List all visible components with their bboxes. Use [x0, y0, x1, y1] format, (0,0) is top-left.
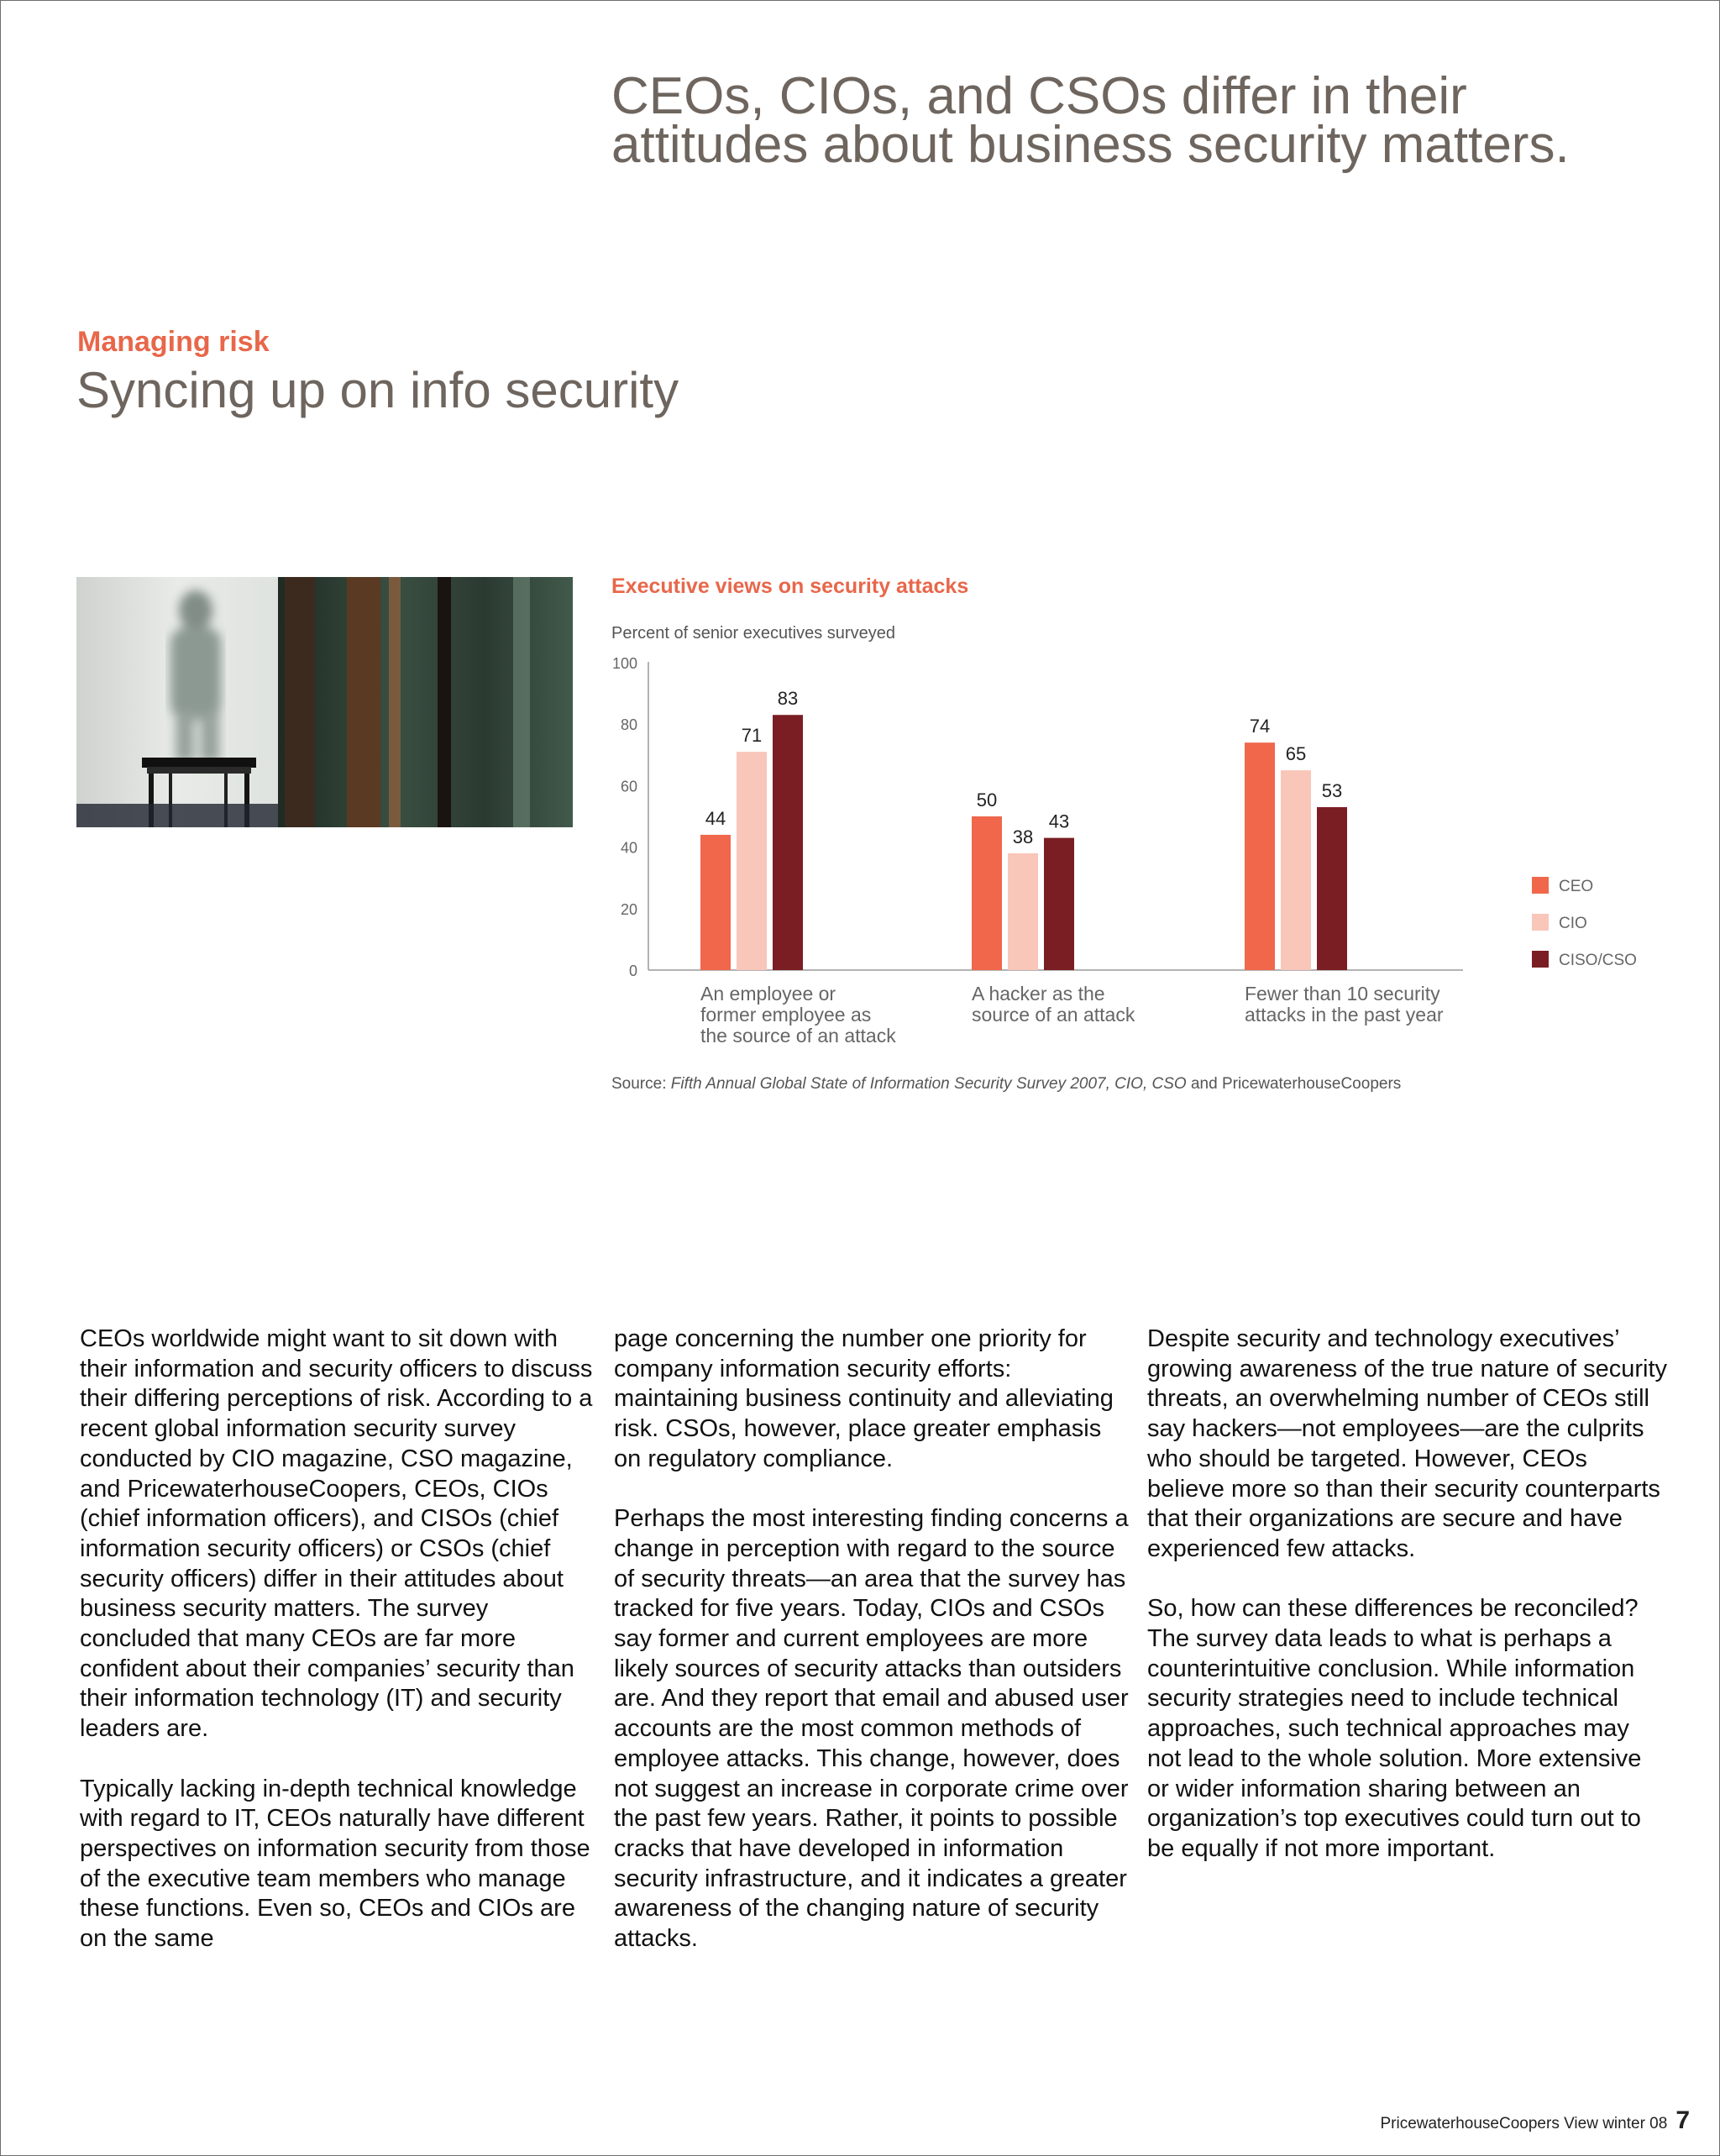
- source-suffix: and PricewaterhouseCoopers: [1186, 1075, 1402, 1093]
- article-column-3: [1147, 1325, 1668, 1894]
- data-label: 71: [741, 725, 763, 747]
- bar: [972, 816, 1002, 970]
- legend-swatch: [1532, 951, 1549, 968]
- source-title: Fifth Annual Global State of Information Security Survey 2007, CIO, CSO: [670, 1075, 1187, 1093]
- y-tick-label: 40: [620, 839, 637, 857]
- data-label: 74: [1249, 716, 1271, 737]
- bar: [773, 715, 803, 970]
- section-kicker: Managing risk: [77, 326, 270, 358]
- paragraph: Perhaps the most interesting finding concerns a change in perception with regard to the source of security threats—an area that the survey has tracked for five years. Today, CIOs and CSOs say former and current employees are more likely sources of security attacks than outsiders are. And they report that email and abused user accounts are the most common methods of employee attacks. This change, however, does not suggest an increase in corporate crime over the past few years. Rather, it points to possible cracks that have developed in information security infrastructure, and it indicates a greater awareness of the changing nature of security attacks.: [614, 1505, 1129, 1953]
- legend-swatch: [1532, 914, 1549, 931]
- page-footer: [1380, 2106, 1690, 2135]
- x-category-label: An employee or: [700, 983, 836, 1005]
- x-category-label: Fewer than 10 security: [1245, 983, 1440, 1005]
- legend-label: CEO: [1559, 878, 1594, 895]
- data-label: 53: [1321, 780, 1343, 802]
- publication-name: PricewaterhouseCoopers View winter 08: [1380, 2115, 1668, 2132]
- page-number: 7: [1675, 2106, 1690, 2134]
- y-tick-label: 100: [611, 655, 637, 672]
- bar: [1281, 770, 1311, 970]
- paragraph: Typically lacking in-depth technical knowledge with regard to IT, CEOs naturally have different perspectives on information security from those of the executive team members who manage these functions. Even so, CEOs and CIOs are on the same: [80, 1775, 590, 1953]
- x-category-label: the source of an attack: [700, 1025, 896, 1047]
- paragraph: page concerning the number one priority for company information security efforts: maintaining business continuity and alleviating risk. CSOs, however, place greater emphasis on regulatory compliance.: [614, 1325, 1114, 1472]
- x-category-label: A hacker as the: [972, 983, 1105, 1005]
- paragraph: So, how can these differences be reconciled? The survey data leads to what is perhaps a counterintuitive conclusion. While information security strategies need to include technical approaches, such technical approaches may not lead to the whole solution. More extensive or wider information sharing between an organization’s top executives could turn out to be equally if not more important.: [1147, 1595, 1642, 1862]
- x-category-label: source of an attack: [972, 1004, 1135, 1026]
- source-prefix: Source:: [611, 1075, 671, 1093]
- chart-source: [611, 1075, 1401, 1094]
- legend-label: CIO: [1559, 915, 1587, 932]
- data-label: 83: [777, 688, 799, 710]
- paragraph: CEOs worldwide might want to sit down with their information and security officers to discuss their differing perceptions of risk. According to a recent global information security survey conducted by CIO magazine, CSO magazine, and PricewaterhouseCoopers, CEOs, CIOs (chief information officers), and CISOs (chief information security officers) or CSOs (chief security officers) differ in their attitudes about business security matters. The survey concluded that many CEOs are far more confident about their companies’ security than their information technology (IT) and security leaders are.: [80, 1325, 593, 1743]
- x-category-label: attacks in the past year: [1245, 1004, 1444, 1026]
- data-label: 44: [705, 807, 726, 829]
- y-tick-label: 0: [628, 963, 637, 979]
- chart-subtitle: Percent of senior executives surveyed: [611, 624, 895, 643]
- y-tick-label: 20: [620, 900, 637, 918]
- data-label: 38: [1012, 826, 1034, 847]
- bar: [1245, 742, 1275, 970]
- paragraph: Despite security and technology executives’ growing awareness of the true nature of security threats, an overwhelming number of CEOs still say hackers—not employees—are the culprits who should be targeted. However, CEOs believe more so than their security counterparts that their organizations are secure and have experienced few attacks.: [1147, 1325, 1667, 1562]
- article-column-2: [614, 1325, 1135, 1984]
- y-tick-label: 80: [620, 716, 637, 734]
- legend-label: CISO/CSO: [1559, 952, 1637, 969]
- data-label: 65: [1285, 743, 1307, 765]
- bar: [700, 835, 731, 970]
- bar: [1008, 853, 1038, 970]
- section-title: Syncing up on info security: [76, 362, 679, 418]
- article-column-1: [80, 1325, 600, 1984]
- data-label: 50: [976, 789, 998, 810]
- bar: [1044, 838, 1074, 970]
- x-category-label: former employee as: [700, 1004, 872, 1026]
- y-tick-label: 60: [620, 778, 637, 795]
- page-headline: CEOs, CIOs, and CSOs differ in their attitudes about business security matters.: [611, 67, 1570, 174]
- chart-title: Executive views on security attacks: [611, 574, 969, 598]
- data-label: 43: [1048, 810, 1070, 832]
- legend-swatch: [1532, 877, 1549, 894]
- bar: [1317, 807, 1347, 970]
- bar: [737, 752, 767, 970]
